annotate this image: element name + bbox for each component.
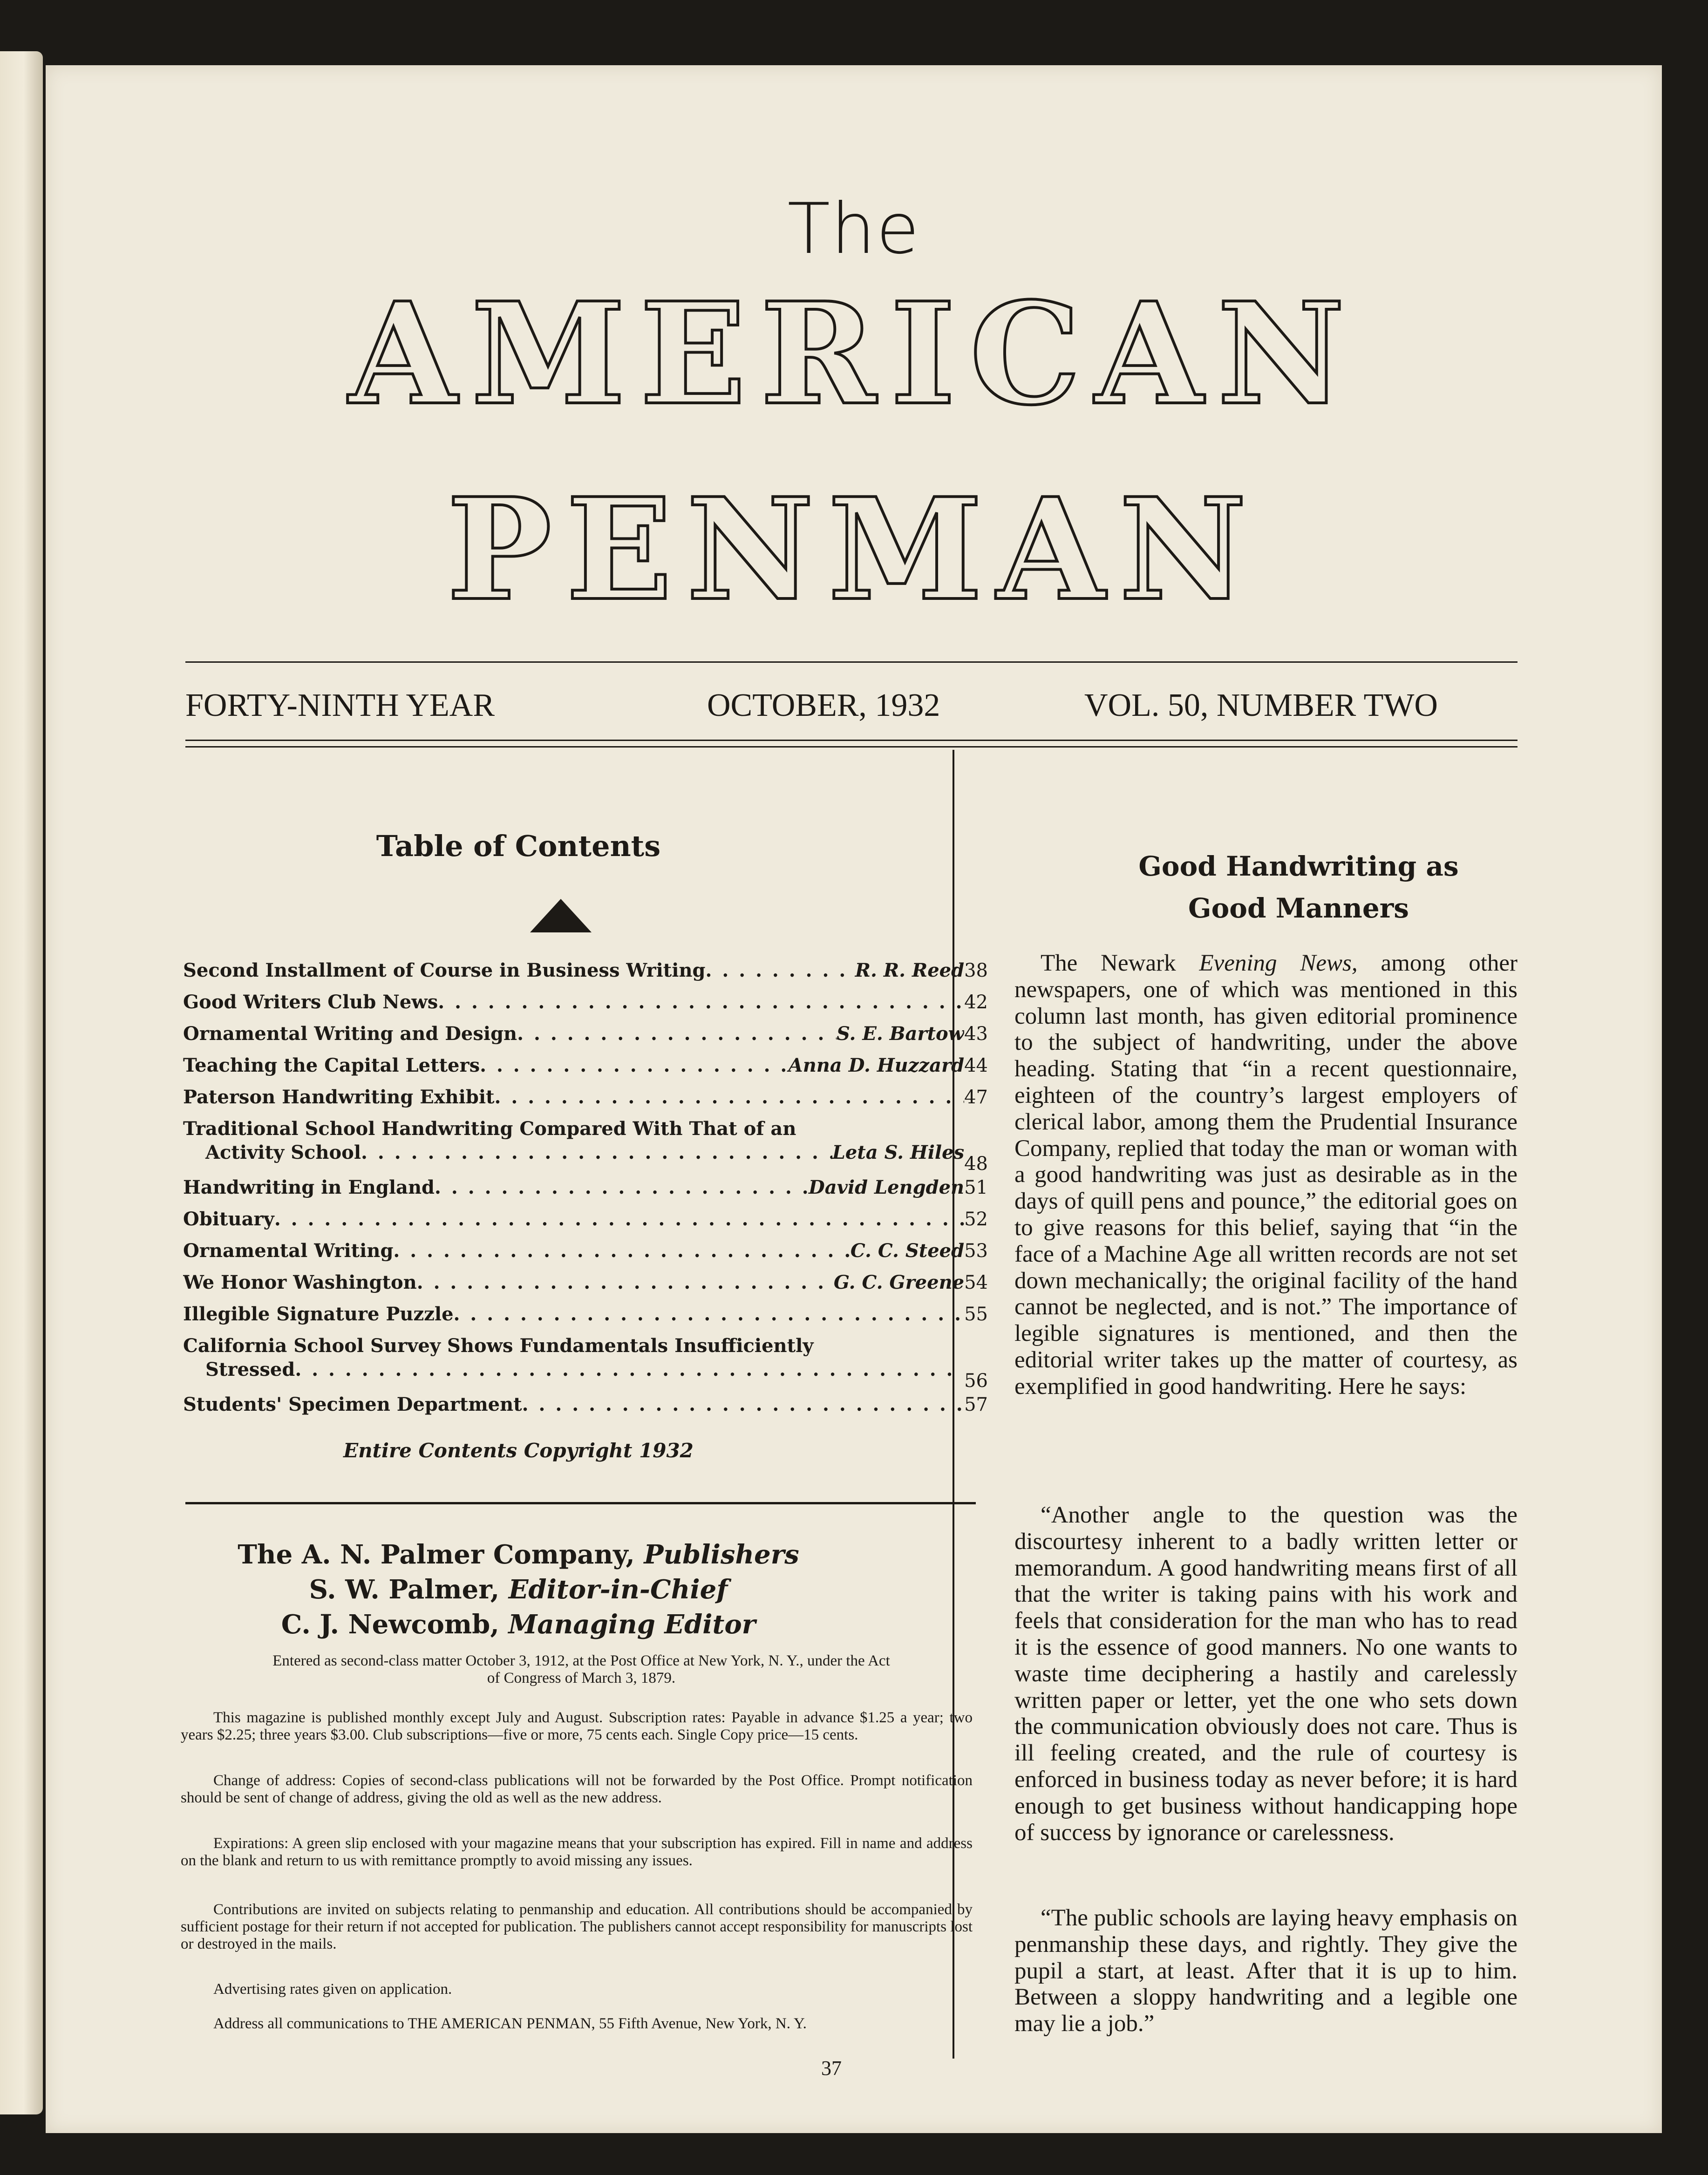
entry-notice: Entered as second-class matter October 3, 1912, at the Post Office at New York, N. Y., under the Act of Congress of March 3, 1879. bbox=[272, 1652, 890, 1686]
book-spine-edge bbox=[0, 51, 43, 2114]
publisher-line: The A. N. Palmer Company, Publishers bbox=[238, 1539, 799, 1570]
toc-item: Ornamental Writing . . . C. C. Steed 53 bbox=[183, 1240, 988, 1271]
article-paragraph-3: “The public schools are laying heavy emphasis on penmanship these days, and rightly. They give the pupil a start, at least. After that it is up to him. Between a sloppy handwriting and a legible one may lie a job.” bbox=[1014, 1905, 1517, 2037]
managing-editor-line: C. J. Newcomb, Managing Editor bbox=[281, 1609, 756, 1640]
toc-item: Illegible Signature Puzzle . . . 55 bbox=[183, 1303, 988, 1335]
toc-item: Handwriting in England . . . David Lengden 51 bbox=[183, 1176, 988, 1208]
advertising-notice: Advertising rates given on application. bbox=[213, 1981, 452, 1998]
toc-copyright: Entire Contents Copyright 1932 bbox=[343, 1439, 694, 1462]
contributions-notice: Contributions are invited on subjects relating to penmanship and education. All contributions should be accompanied by sufficient postage for their return if not accepted for publication. The publishers cannot accept responsibility for manuscripts lost or destroyed in the mails. bbox=[181, 1901, 973, 1952]
issue-rule-top bbox=[185, 740, 1517, 741]
issue-volume: VOL. 50, NUMBER TWO bbox=[1084, 687, 1438, 723]
issue-year: FORTY-NINTH YEAR bbox=[185, 687, 495, 723]
address-notice: Address all communications to THE AMERICAN PENMAN, 55 Fifth Avenue, New York, N. Y. bbox=[213, 2015, 807, 2032]
article-paragraph-2: “Another angle to the question was the discourtesy inherent to a badly written letter or memorandum. A good handwriting means first of all that the writer is taking pains with his work and feels that consideration for the man who has to read it is the essence of good manners. No one wants to waste time deciphering a hastily and carelessly written paper or letter, yet the one who sets down the communication obviously does not care. Thus is ill feeling created, and the rule of courtesy is enforced in business today as never before; it is hard enough to get business without handicapping hope of success by ignorance or carelessness. bbox=[1014, 1502, 1517, 1846]
toc-item: Students' Specimen Department . . . 57 bbox=[183, 1393, 988, 1425]
masthead-american: AMERICAN bbox=[348, 272, 1359, 436]
expirations-notice: Expirations: A green slip enclosed with your magazine means that your subscription has expired. Fill in name and address on the blank and return to us with remittance promptly to avoid missing any issues. bbox=[181, 1835, 973, 1869]
toc-item: Paterson Handwriting Exhibit . . . 47 bbox=[183, 1086, 988, 1118]
section-rule bbox=[185, 1502, 976, 1504]
toc-item: Good Writers Club News . . . 42 bbox=[183, 991, 988, 1023]
subscription-notice: This magazine is published monthly except July and August. Subscription rates: Payable in advance $1.25 a year; two years $2.25; three years $3.00. Club subscriptions—five or more, 75 cents each. Single Copy price—15 cents. bbox=[181, 1709, 973, 1743]
masthead-the: The bbox=[787, 189, 920, 270]
magazine-page bbox=[46, 65, 1662, 2133]
toc-list bbox=[183, 959, 988, 1425]
masthead-rule bbox=[185, 661, 1517, 663]
toc-item: California School Survey Shows Fundamentals Insufficiently Stressed . . . 56 bbox=[183, 1335, 988, 1393]
article-title: Good Handwriting as Good Manners bbox=[1138, 850, 1459, 924]
toc-item: Teaching the Capital Letters . . . Anna D. Huzzard 44 bbox=[183, 1054, 988, 1086]
toc-item: Second Installment of Course in Business Writing . . . R. R. Reed 38 bbox=[183, 959, 988, 991]
article-paragraph-1: The Newark Evening News, among other newspapers, one of which was mentioned in this column last month, has given editorial prominence to the subject of handwriting, under the above heading. Stating that “in a recent questionnaire, eighteen of the country’s largest employers of clerical labor, among them the Prudential Insurance Company, replied that today the man or woman with a good handwriting was just as desirable as in the days of quill pens and pounce,” the editorial goes on to give reasons for this belief, saying that “in the face of a Machine Age all written records are not set down mechanically; the original facility of the hand cannot be neglected, and is not.” The importance of legible signatures is mentioned, and then the editorial writer takes up the matter of courtesy, as exemplified in good handwriting. Here he says: bbox=[1014, 950, 1517, 1400]
masthead-penman: PENMAN bbox=[447, 467, 1261, 632]
editor-line: S. W. Palmer, Editor-in-Chief bbox=[309, 1574, 728, 1605]
change-of-address-notice: Change of address: Copies of second-class publications will not be forwarded by the Post Office. Prompt notification should be sent of change of address, giving the old as well as the new address. bbox=[181, 1772, 973, 1806]
triangle-ornament-icon bbox=[530, 899, 592, 932]
page-number: 37 bbox=[821, 2057, 842, 2080]
toc-item: Obituary . . . 52 bbox=[183, 1208, 988, 1240]
toc-item: We Honor Washington . . . G. C. Greene 54 bbox=[183, 1271, 988, 1303]
toc-item: Traditional School Handwriting Compared With That of an Activity School . . . Leta S. Hiles 48 bbox=[183, 1118, 988, 1176]
issue-date: OCTOBER, 1932 bbox=[707, 687, 940, 723]
issue-rule-bottom bbox=[185, 746, 1517, 748]
toc-item: Ornamental Writing and Design . . . S. E. Bartow 43 bbox=[183, 1023, 988, 1054]
toc-title: Table of Contents bbox=[376, 829, 661, 863]
